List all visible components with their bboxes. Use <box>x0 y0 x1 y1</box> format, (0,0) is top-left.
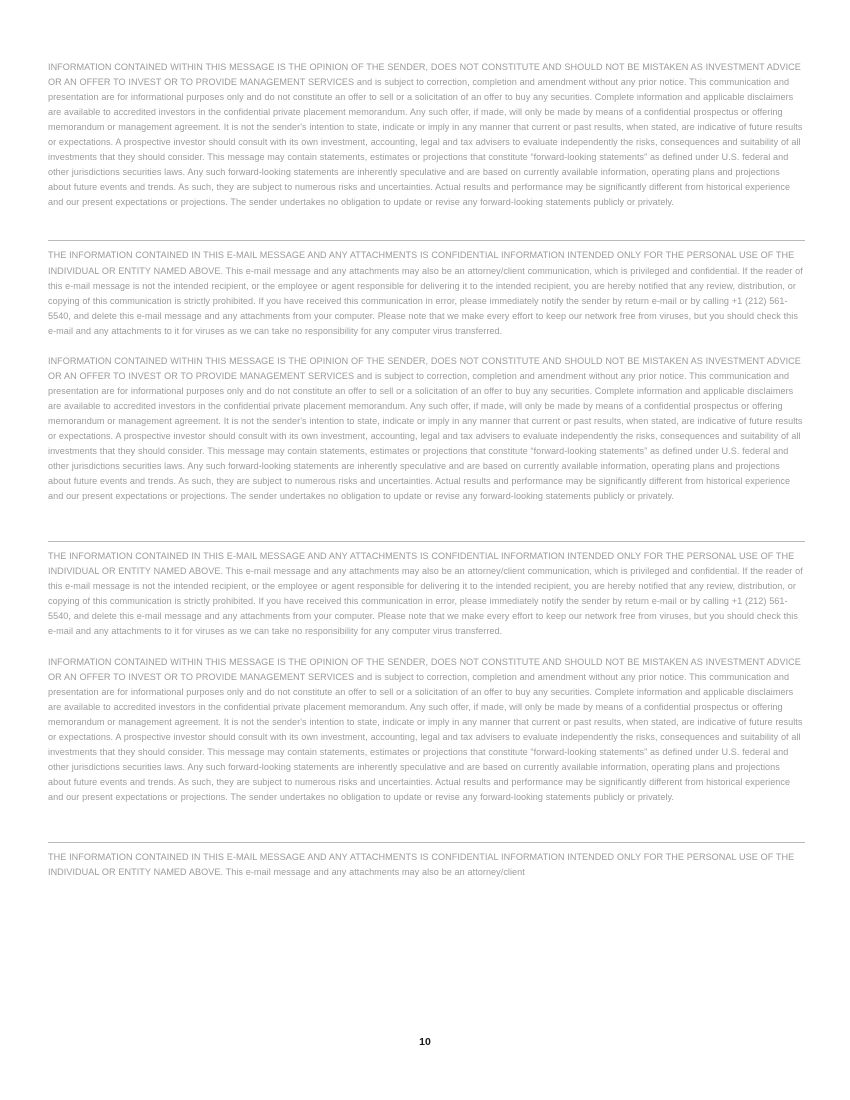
spacer <box>48 805 804 842</box>
disclaimer-paragraph-3: INFORMATION CONTAINED WITHIN THIS MESSAGE IS THE OPINION OF THE SENDER, DOES NOT CONSTITUTE AND SHOULD NOT BE MISTAKEN AS INVESTMENT ADVICE OR AN OFFER TO INVEST OR TO PROVIDE MANAGEMENT SERVICES and is subject to correction, completion and amendment without any prior notice. This communication and presentation are for informational purposes only and do not constitute an offer to sell or a solicitation of an offer to buy any securities. Complete information and applicable disclaimers are available to accredited investors in the confidential private placement memorandum. Any such offer, if made, will only be made by means of a confidential prospectus or offering memorandum or management agreement. It is not the sender's intention to state, indicate or imply in any manner that current or past results, when stated, are indicative of future results or expectations. A prospective investor should consult with its own investment, accounting, legal and tax advisers to evaluate independently the risks, consequences and suitability of all investments that they should consider. This message may contain statements, estimates or projections that constitute “forward-looking statements” as defined under U.S. federal and other jurisdictions securities laws. Any such forward-looking statements are inherently speculative and are based on currently available information, operating plans and projections about future events and trends. As such, they are subject to numerous risks and uncertainties. Actual results and performance may be significantly different from historical experience and our present expectations or projections. The sender undertakes no obligation to update or revise any forward-looking statements publicly or privately. <box>48 656 803 802</box>
document-content <box>48 60 804 880</box>
spacer <box>48 843 804 850</box>
disclaimer-paragraph-1: INFORMATION CONTAINED WITHIN THIS MESSAGE IS THE OPINION OF THE SENDER, DOES NOT CONSTITUTE AND SHOULD NOT BE MISTAKEN AS INVESTMENT ADVICE OR AN OFFER TO INVEST OR TO PROVIDE MANAGEMENT SERVICES and is subject to correction, completion and amendment without any prior notice. This communication and presentation are for informational purposes only and do not constitute an offer to sell or a solicitation of an offer to buy any securities. Complete information and applicable disclaimers are available to accredited investors in the confidential private placement memorandum. Any such offer, if made, will only be made by means of a confidential prospectus or offering memorandum or management agreement. It is not the sender's intention to state, indicate or imply in any manner that current or past results, when stated, are indicative of future results or expectations. A prospective investor should consult with its own investment, accounting, legal and tax advisers to evaluate independently the risks, consequences and suitability of all investments that they should consider. This message may contain statements, estimates or projections that constitute “forward-looking statements” as defined under U.S. federal and other jurisdictions securities laws. Any such forward-looking statements are inherently speculative and are based on currently available information, operating plans and projections about future events and trends. As such, they are subject to numerous risks and uncertainties. Actual results and performance may be significantly different from historical experience and our present expectations or projections. The sender undertakes no obligation to update or revise any forward-looking statements publicly or privately. <box>48 62 803 208</box>
disclaimer-paragraph-2: INFORMATION CONTAINED WITHIN THIS MESSAGE IS THE OPINION OF THE SENDER, DOES NOT CONSTITUTE AND SHOULD NOT BE MISTAKEN AS INVESTMENT ADVICE OR AN OFFER TO INVEST OR TO PROVIDE MANAGEMENT SERVICES and is subject to correction, completion and amendment without any prior notice. This communication and presentation are for informational purposes only and do not constitute an offer to sell or a solicitation of an offer to buy any securities. Complete information and applicable disclaimers are available to accredited investors in the confidential private placement memorandum. Any such offer, if made, will only be made by means of a confidential prospectus or offering memorandum or management agreement. It is not the sender's intention to state, indicate or imply in any manner that current or past results, when stated, are indicative of future results or expectations. A prospective investor should consult with its own investment, accounting, legal and tax advisers to evaluate independently the risks, consequences and suitability of all investments that they should consider. This message may contain statements, estimates or projections that constitute “forward-looking statements” as defined under U.S. federal and other jurisdictions securities laws. Any such forward-looking statements are inherently speculative and are based on currently available information, operating plans and projections about future events and trends. As such, they are subject to numerous risks and uncertainties. Actual results and performance may be significantly different from historical experience and our present expectations or projections. The sender undertakes no obligation to update or revise any forward-looking statements publicly or privately. <box>48 355 803 502</box>
spacer <box>48 241 804 248</box>
spacer <box>48 504 804 541</box>
spacer <box>48 640 804 655</box>
confidentiality-paragraph-3: THE INFORMATION CONTAINED IN THIS E-MAIL MESSAGE AND ANY ATTACHMENTS IS CONFIDENTIAL INFORMATION INTENDED ONLY FOR THE PERSONAL USE OF THE INDIVIDUAL OR ENTITY NAMED ABOVE. This e-mail message and any attachments may also be an attorney/client <box>48 851 795 878</box>
confidentiality-paragraph-1: THE INFORMATION CONTAINED IN THIS E-MAIL MESSAGE AND ANY ATTACHMENTS IS CONFIDENTIAL INFORMATION INTENDED ONLY FOR THE PERSONAL USE OF THE INDIVIDUAL OR ENTITY NAMED ABOVE. This e-mail message and any attachments may also be an attorney/client communication, which is privileged and confidential. If the reader of this e-mail message is not the intended recipient, or the employee or agent responsible for delivering it to the intended recipient, you are hereby notified that any review, distribution, or copying of this communication is strictly prohibited. If you have received this communication in error, please immediately notify the sender by return e-mail or by calling +1 (212) 561-5540, and delete this e-mail message and any attachments from your computer. Please note that we make every effort to keep our network free from viruses, but you should check this e-mail and any attachments to it for viruses as we can take no responsibility for any computer virus transferred. <box>48 250 803 336</box>
confidentiality-paragraph-2: THE INFORMATION CONTAINED IN THIS E-MAIL MESSAGE AND ANY ATTACHMENTS IS CONFIDENTIAL INFORMATION INTENDED ONLY FOR THE PERSONAL USE OF THE INDIVIDUAL OR ENTITY NAMED ABOVE. This e-mail message and any attachments may also be an attorney/client communication, which is privileged and confidential. If the reader of this e-mail message is not the intended recipient, or the employee or agent responsible for delivering it to the intended recipient, you are hereby notified that any review, distribution, or copying of this communication is strictly prohibited. If you have received this communication in error, please immediately notify the sender by return e-mail or by calling +1 (212) 561-5540, and delete this e-mail message and any attachments from your computer. Please note that we make every effort to keep our network free from viruses, but you should check this e-mail and any attachments to it for viruses as we can take no responsibility for any computer virus transferred. <box>48 551 803 637</box>
spacer <box>48 210 804 240</box>
page-number: 10 <box>419 1036 431 1048</box>
spacer <box>48 339 804 354</box>
spacer <box>48 542 804 549</box>
